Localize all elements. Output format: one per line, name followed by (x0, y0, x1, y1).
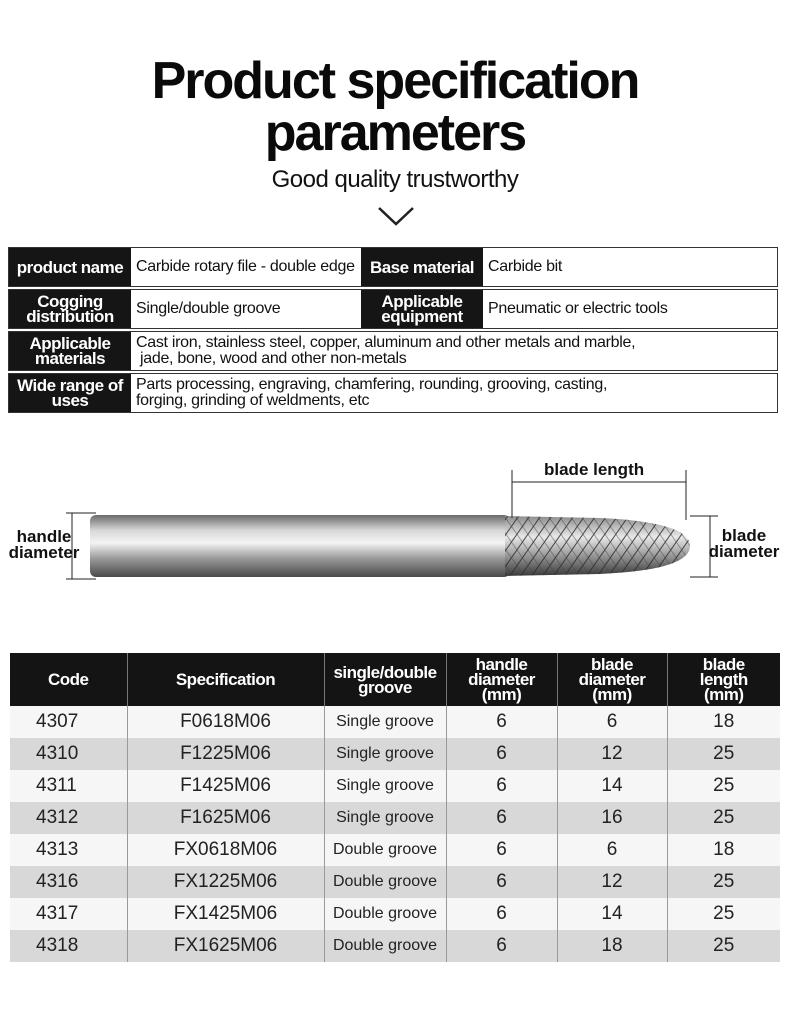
cell-spec: F0618M06 (127, 706, 324, 738)
cell-handle: 6 (446, 866, 557, 898)
cell-groove: Double groove (324, 898, 446, 930)
cell-blade-d: 16 (557, 802, 667, 834)
header-groove-line-1: single/double (333, 662, 437, 682)
cell-blade-d: 6 (557, 834, 667, 866)
header-blade-d-line-2: diameter (578, 670, 646, 689)
equipment-value: Pneumatic or electric tools (483, 290, 777, 328)
cell-blade-d: 12 (557, 866, 667, 898)
equipment-label: Applicable equipment (361, 290, 483, 328)
cell-blade-l: 25 (667, 738, 780, 770)
header-blade-diameter (557, 653, 667, 706)
handle-diameter-label (4, 529, 84, 561)
cell-blade-d: 14 (557, 898, 667, 930)
spec-row-uses (8, 373, 778, 413)
page-subtitle: Good quality trustworthy (271, 166, 519, 193)
title-line-1: Product specification (151, 52, 639, 110)
burr-drawing (0, 440, 790, 600)
spec-row-materials (8, 331, 778, 371)
cell-handle: 6 (446, 706, 557, 738)
uses-value-line-1: Parts processing, engraving, chamfering, rounding, grooving, casting, (136, 376, 608, 393)
blade-diameter-label (702, 528, 786, 560)
uses-value-line-2: forging, grinding of weldments, etc (136, 392, 370, 409)
header-blade-l-line-1: blade (702, 655, 745, 674)
spec-row-cogging-equipment (8, 289, 778, 329)
cell-code: 4310 (10, 738, 127, 770)
cogging-label: Cogging distribution (9, 290, 131, 328)
cell-code: 4317 (10, 898, 127, 930)
cell-code: 4316 (10, 866, 127, 898)
cell-code: 4307 (10, 706, 127, 738)
table-row (10, 706, 780, 738)
cell-spec: F1425M06 (127, 770, 324, 802)
base-material-label: Base material (361, 248, 483, 286)
shank-shape (90, 515, 510, 577)
table-row (10, 898, 780, 930)
cell-code: 4318 (10, 930, 127, 962)
chevron-down-icon (376, 205, 416, 227)
cell-blade-l: 18 (667, 706, 780, 738)
cell-spec: F1225M06 (127, 738, 324, 770)
header-groove (324, 653, 446, 706)
cell-groove: Double groove (324, 930, 446, 962)
cell-blade-l: 25 (667, 898, 780, 930)
cell-groove: Single groove (324, 706, 446, 738)
header-handle-line-2: diameter (468, 670, 535, 689)
uses-value (131, 374, 777, 412)
cell-handle: 6 (446, 770, 557, 802)
materials-label: Applicable materials (9, 332, 131, 370)
cell-handle: 6 (446, 738, 557, 770)
blade-diameter-line-2: diameter (708, 542, 780, 561)
table-row (10, 866, 780, 898)
cell-blade-l: 18 (667, 834, 780, 866)
header-code: Code (10, 653, 127, 706)
cell-groove: Double groove (324, 866, 446, 898)
cell-groove: Single groove (324, 802, 446, 834)
table-row (10, 770, 780, 802)
cell-spec: F1625M06 (127, 802, 324, 834)
cell-spec: FX1425M06 (127, 898, 324, 930)
cell-code: 4313 (10, 834, 127, 866)
table-row (10, 930, 780, 962)
header-blade-length (667, 653, 780, 706)
header-handle-line-3: (mm) (481, 685, 522, 704)
header-groove-line-2: groove (358, 677, 412, 697)
cell-groove: Single groove (324, 770, 446, 802)
cell-spec: FX1625M06 (127, 930, 324, 962)
header-handle-diameter (446, 653, 557, 706)
model-table (10, 653, 780, 962)
header-specification: Specification (127, 653, 324, 706)
blade-length-label: blade length (544, 460, 645, 479)
cell-handle: 6 (446, 930, 557, 962)
cell-groove: Double groove (324, 834, 446, 866)
cell-handle: 6 (446, 802, 557, 834)
cell-spec: FX0618M06 (127, 834, 324, 866)
uses-label: Wide range of uses (9, 374, 131, 412)
cell-blade-d: 18 (557, 930, 667, 962)
table-header-row (10, 653, 780, 706)
cell-blade-d: 14 (557, 770, 667, 802)
handle-diameter-line-1: handle (16, 527, 72, 546)
table-row (10, 738, 780, 770)
materials-value-line-2: jade, bone, wood and other non-metals (140, 350, 407, 367)
burr-diagram (0, 440, 790, 600)
header-blade-d-line-3: (mm) (592, 685, 632, 704)
spec-row-name-material (8, 247, 778, 287)
handle-diameter-line-2: diameter (8, 543, 80, 562)
materials-value (131, 332, 777, 370)
header-blade-l-line-3: (mm) (703, 685, 744, 704)
blade-diameter-line-1: blade (721, 526, 767, 545)
materials-value-line-1: Cast iron, stainless steel, copper, aluminum and other metals and marble, (136, 334, 636, 351)
header-handle-line-1: handle (475, 655, 528, 674)
cell-blade-l: 25 (667, 866, 780, 898)
cell-code: 4311 (10, 770, 127, 802)
cell-blade-l: 25 (667, 930, 780, 962)
cell-blade-l: 25 (667, 770, 780, 802)
cell-groove: Single groove (324, 738, 446, 770)
cell-blade-l: 25 (667, 802, 780, 834)
spec-table (8, 247, 778, 415)
title-line-2: parameters (264, 104, 526, 162)
base-material-value: Carbide bit (483, 248, 777, 286)
header-blade-d-line-1: blade (591, 655, 633, 674)
product-name-value: Carbide rotary file - double edge (131, 248, 361, 286)
table-row (10, 802, 780, 834)
cell-spec: FX1225M06 (127, 866, 324, 898)
page-title (0, 52, 790, 162)
cell-blade-d: 6 (557, 706, 667, 738)
product-name-label: product name (9, 248, 131, 286)
header-blade-l-line-2: length (699, 670, 748, 689)
cell-blade-d: 12 (557, 738, 667, 770)
cell-code: 4312 (10, 802, 127, 834)
cell-handle: 6 (446, 834, 557, 866)
table-row (10, 834, 780, 866)
cell-handle: 6 (446, 898, 557, 930)
cogging-value: Single/double groove (131, 290, 361, 328)
